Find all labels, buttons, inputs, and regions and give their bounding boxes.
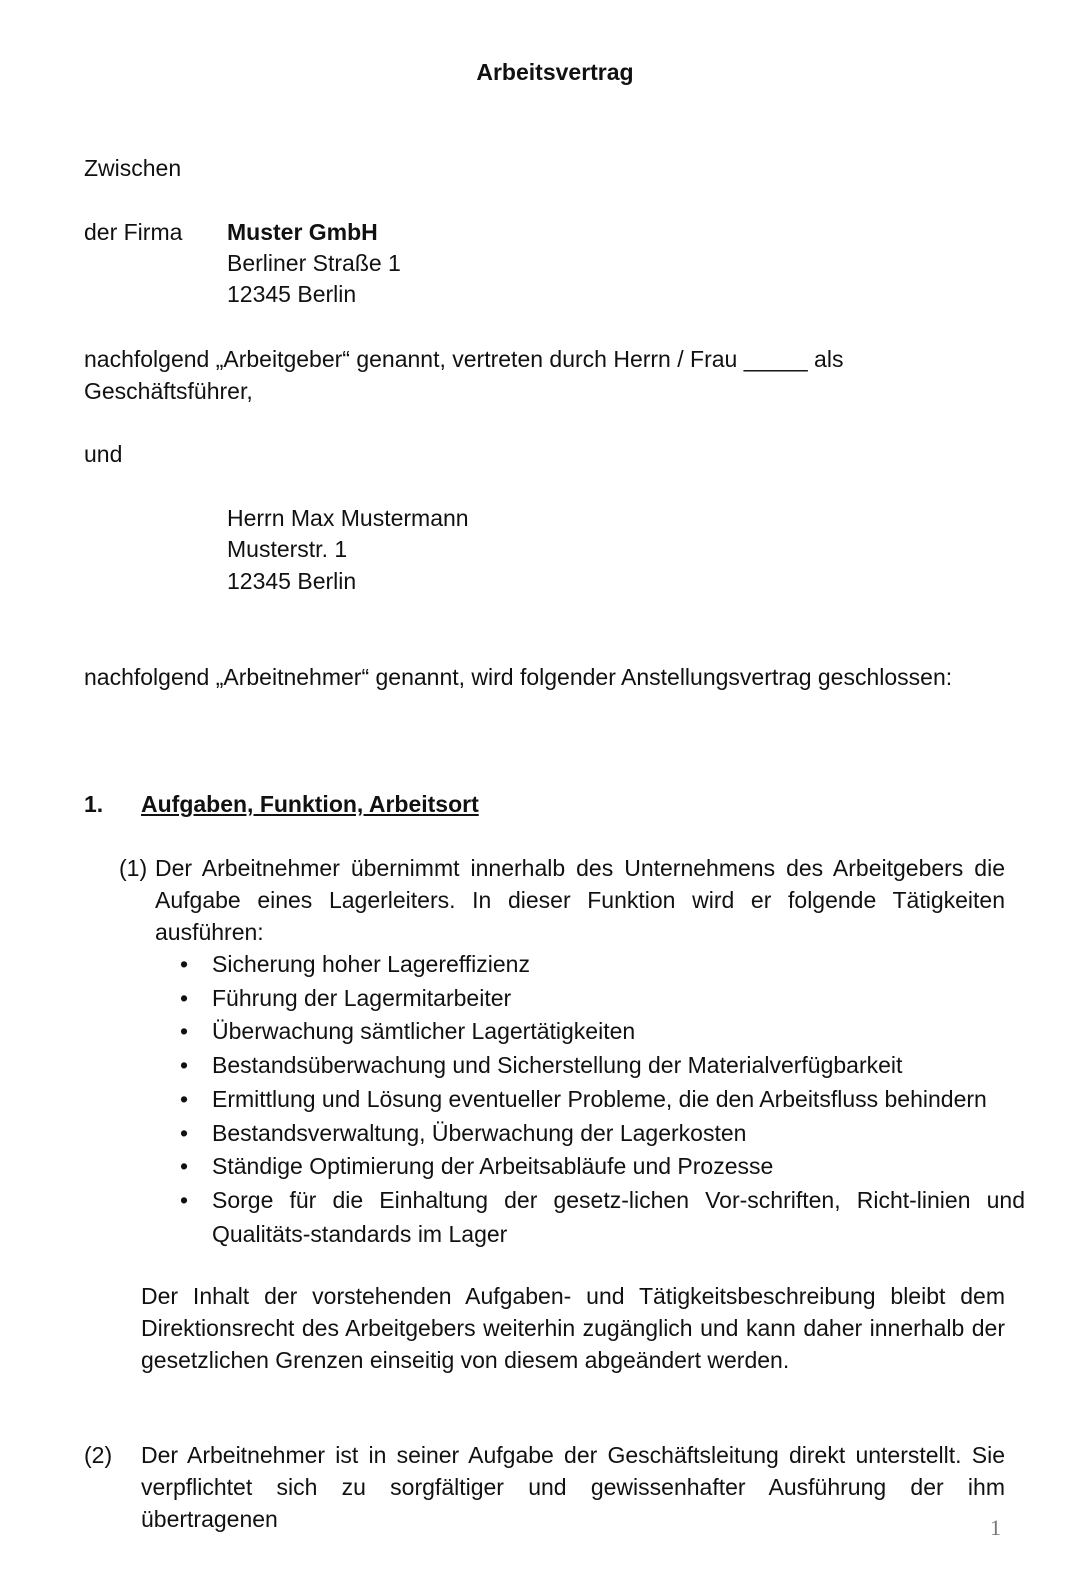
between-label: Zwischen (84, 155, 182, 181)
section-number: 1. (84, 791, 104, 817)
paragraph-closing: Der Inhalt der vorstehenden Aufgaben- und Tätigkeitsbeschreibung bleibt dem Direktionsrecht des Arbeitgebers weiterhin zugänglich und kann daher innerhalb der gesetzlichen Grenzen einseitig von diesem abgeändert werden. (141, 1283, 1005, 1373)
list-item: • Sorge für die Einhaltung der gesetz-lichen Vor-schriften, Richt-linien und Qualitäts-standards im Lager (180, 1184, 1025, 1251)
list-item: • Führung der Lagermitarbeiter (180, 982, 1025, 1016)
employer-reference-line1: nachfolgend „Arbeitgeber“ genannt, vertreten durch Herrn / Frau _____ als (84, 346, 844, 372)
bullet-icon: • (180, 1018, 189, 1045)
paragraph-1-text: Der Arbeitnehmer übernimmt innerhalb des Unternehmens des Arbeitgebers die Aufgabe eines Lagerleiters. In dieser Funktion wird er folgende Tätigkeiten ausführen: (155, 855, 1005, 945)
list-item: • Ermittlung und Lösung eventueller Probleme, die den Arbeitsfluss behindern (180, 1083, 1025, 1117)
employee-street: Musterstr. 1 (227, 536, 348, 562)
list-item: • Sicherung hoher Lagereffizienz (180, 948, 1025, 982)
page-number: 1 (990, 1515, 1001, 1540)
list-item: • Überwachung sämtlicher Lagertätigkeiten (180, 1015, 1025, 1049)
employer-label: der Firma (84, 219, 183, 245)
employee-name: Herrn Max Mustermann (227, 505, 469, 531)
bullet-icon: • (180, 1085, 189, 1112)
employee-reference: nachfolgend „Arbeitnehmer“ genannt, wird folgender Anstellungsvertrag geschlossen: (84, 664, 953, 690)
bullet-icon: • (180, 1153, 189, 1180)
task-list (180, 948, 1025, 1251)
section-title: Aufgaben, Funktion, Arbeitsort (141, 791, 479, 817)
document-title: Arbeitsvertrag (476, 59, 634, 85)
employer-name: Muster GmbH (227, 219, 378, 245)
bullet-icon: • (180, 951, 189, 977)
list-item: • Ständige Optimierung der Arbeitsabläufe und Prozesse (180, 1150, 1025, 1184)
employee-city: 12345 Berlin (227, 568, 357, 594)
bullet-icon: • (180, 984, 189, 1011)
paragraph-2-text: Der Arbeitnehmer ist in seiner Aufgabe der Geschäftsleitung direkt unterstellt. Sie verpflichtet sich zu sorgfältiger und gewissenhafter Ausführung der ihm übertragenen (141, 1442, 1005, 1532)
bullet-icon: • (180, 1186, 189, 1213)
list-item: • Bestandsüberwachung und Sicherstellung der Materialverfügbarkeit (180, 1049, 1025, 1083)
paragraph-text (155, 852, 1005, 948)
bullet-icon: • (180, 1119, 189, 1146)
and-label: und (84, 441, 123, 467)
employer-reference-line2: Geschäftsführer, (84, 378, 253, 404)
list-item: • Bestandsverwaltung, Überwachung der Lagerkosten (180, 1117, 1025, 1151)
employer-city: 12345 Berlin (227, 281, 357, 307)
paragraph-number: (1) (119, 855, 148, 881)
employer-street: Berliner Straße 1 (227, 250, 401, 276)
bullet-icon: • (180, 1052, 189, 1079)
paragraph-2-number: (2) (84, 1442, 113, 1468)
